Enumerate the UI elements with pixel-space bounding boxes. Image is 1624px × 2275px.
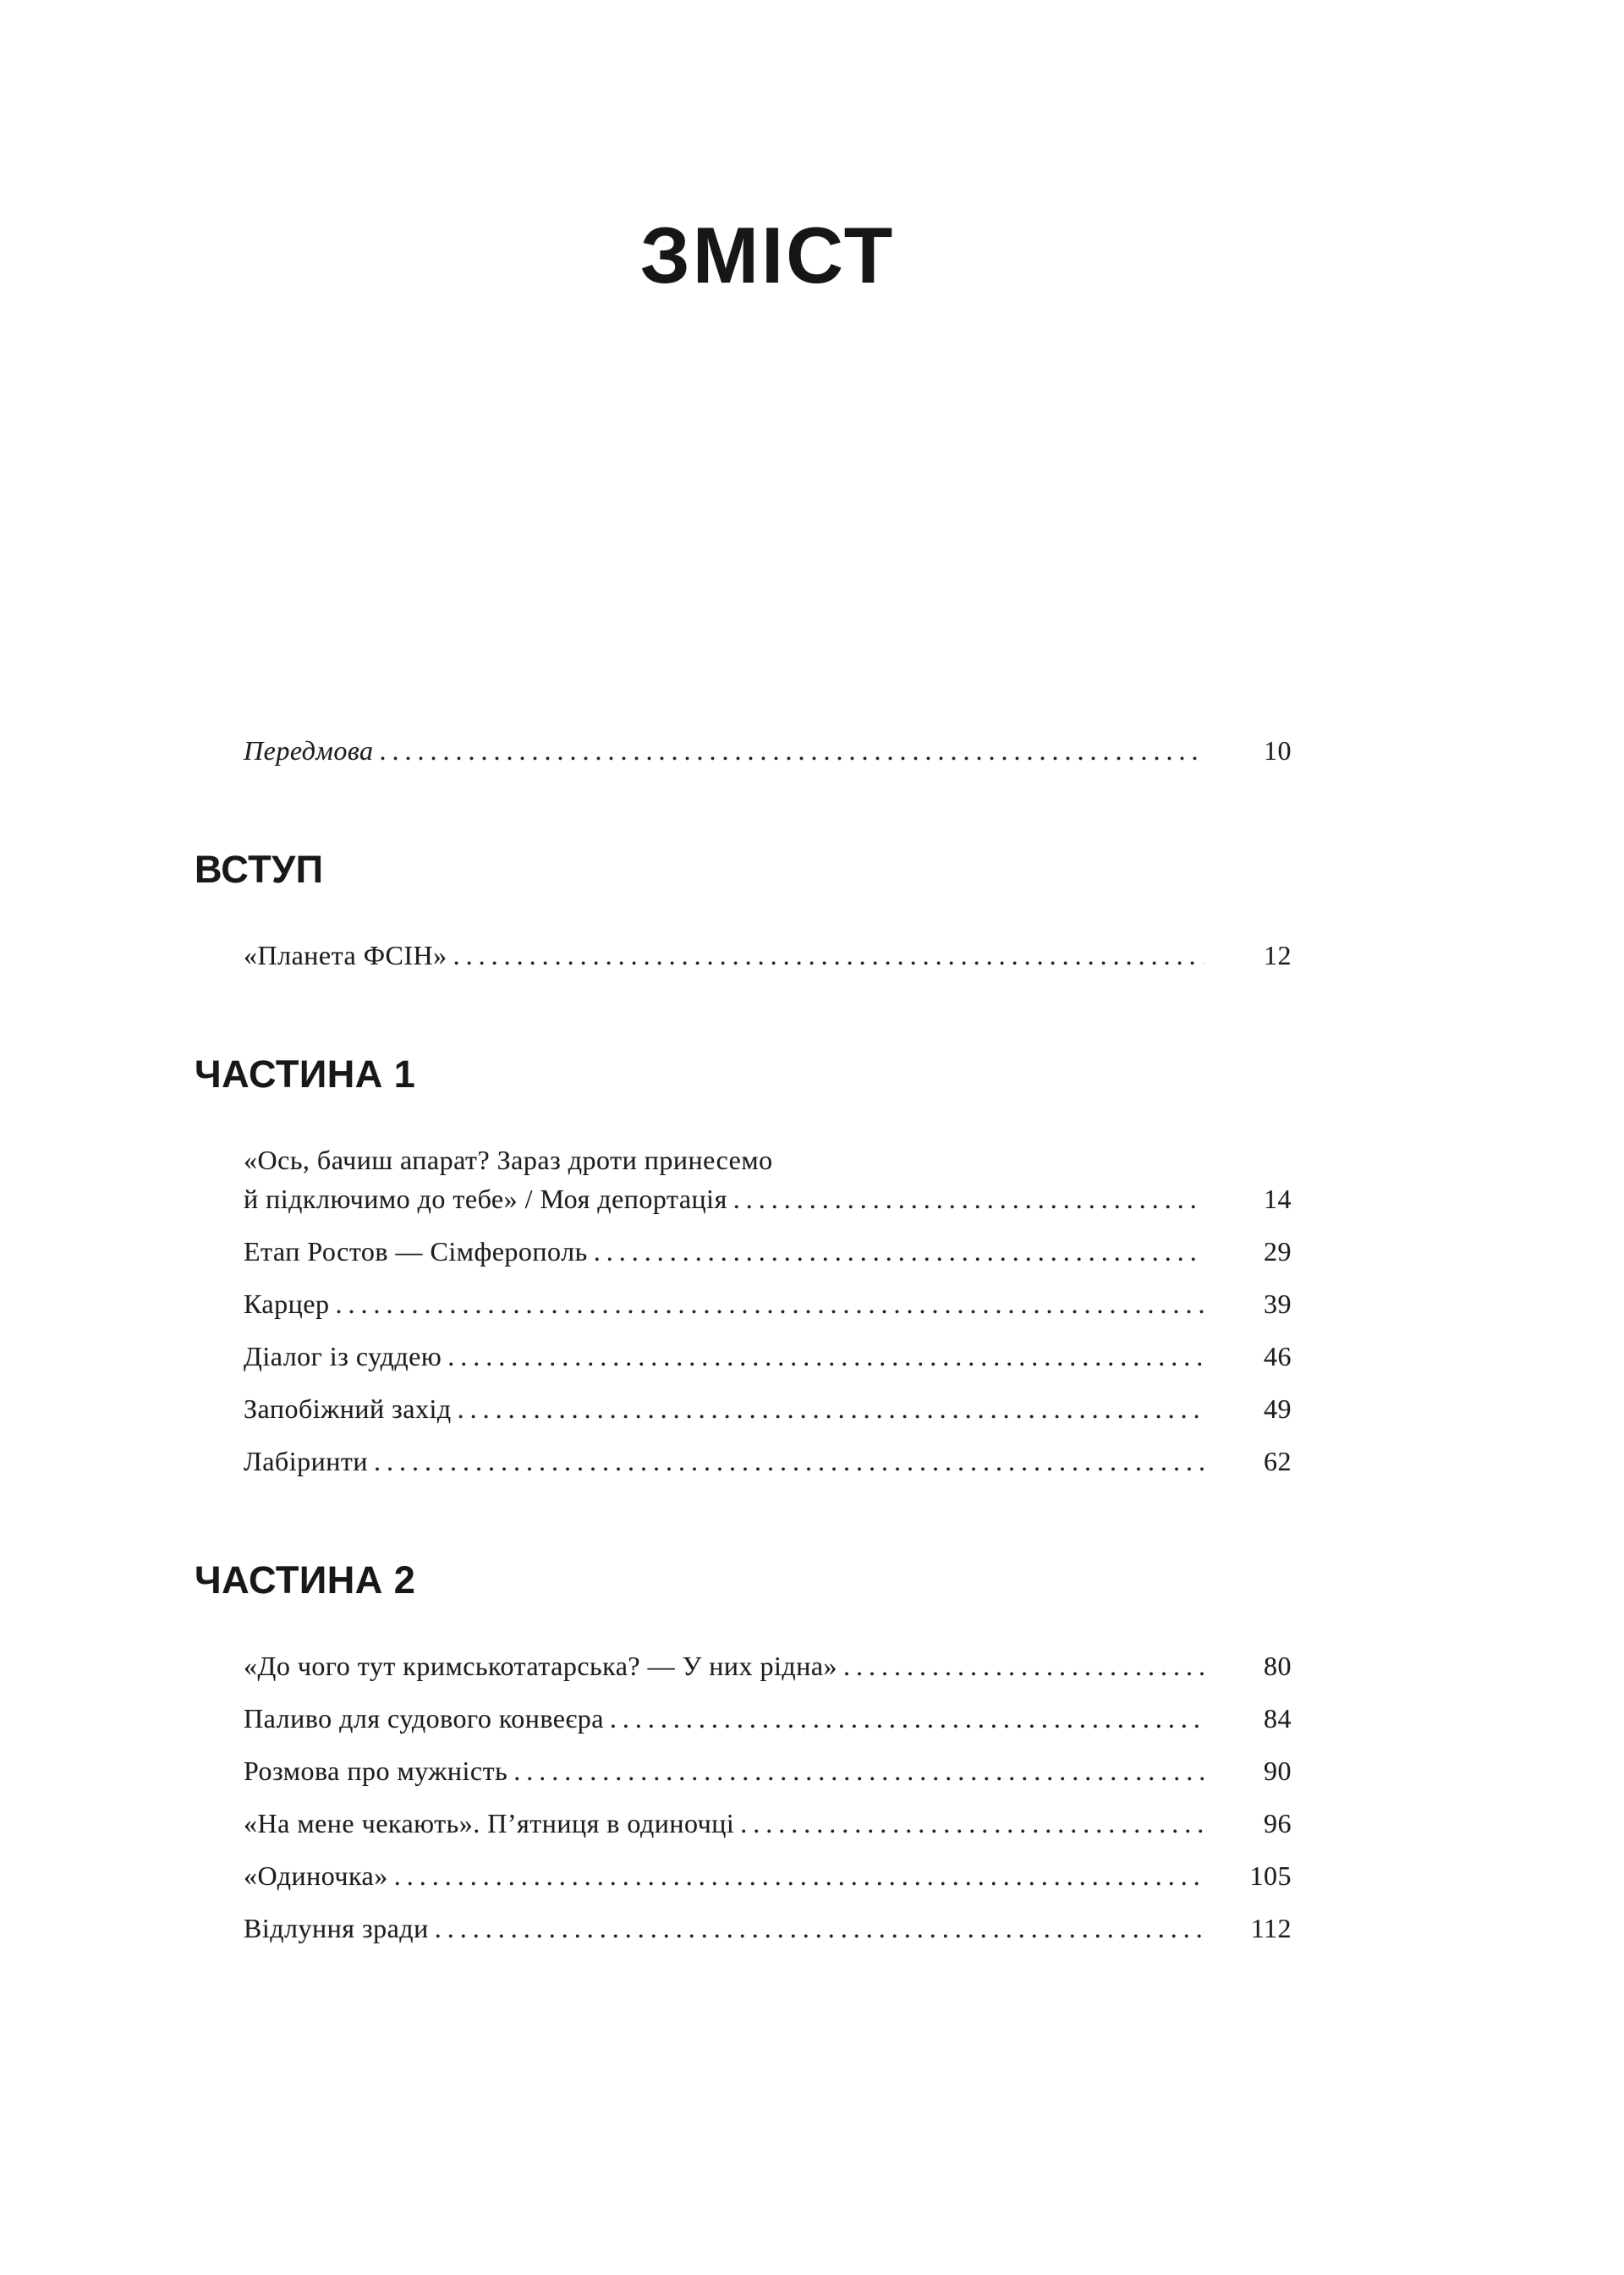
toc-entry-preface: [195, 731, 1292, 770]
page-number: 90: [1264, 1756, 1292, 1786]
toc-entry-label: Етап Ростов — Сімферополь: [244, 1236, 588, 1267]
toc-entry: [195, 1284, 1292, 1323]
page-number: 105: [1249, 1860, 1292, 1891]
page-number: 29: [1264, 1236, 1292, 1267]
dot-leader: [604, 1699, 1204, 1738]
dot-leader: [734, 1804, 1204, 1843]
dot-leader: [447, 936, 1204, 975]
toc-entry: [195, 1909, 1292, 1948]
toc-entry: [195, 936, 1292, 975]
toc-entry-label: Лабіринти: [244, 1446, 368, 1476]
toc-entry-label: «На мене чекають». П’ятниця в одиночці: [244, 1808, 735, 1838]
dot-leader: [727, 1179, 1204, 1218]
toc-entry: [195, 1856, 1292, 1895]
section-heading-vstup: ВСТУП: [195, 848, 324, 891]
page-number: 10: [1264, 735, 1292, 766]
toc-entry-label: й підключимо до тебе» / Моя депортація: [244, 1184, 727, 1214]
toc-entry: [195, 1389, 1292, 1428]
toc-entry: [195, 1337, 1292, 1376]
toc-entry-label: «До чого тут кримськотатарська? — У них рідна»: [244, 1651, 838, 1681]
page-number: 84: [1264, 1703, 1292, 1734]
page-number: 49: [1264, 1393, 1292, 1424]
page-number: 46: [1264, 1341, 1292, 1371]
toc-entry-label-line1: «Ось, бачиш апарат? Зараз дроти принесемо: [244, 1145, 773, 1175]
toc-page: [195, 0, 1292, 1948]
toc-entry-label: «Одиночка»: [244, 1860, 388, 1891]
dot-leader: [508, 1751, 1204, 1790]
toc-entry-label: Карцер: [244, 1289, 330, 1319]
dot-leader: [388, 1856, 1204, 1895]
dot-leader: [429, 1909, 1204, 1948]
toc-entry: [195, 1179, 1292, 1218]
toc-entry-label: Передмова: [244, 735, 374, 766]
toc-entry: [195, 1699, 1292, 1738]
toc-entry: [195, 1751, 1292, 1790]
toc-entry-label: Діалог із суддею: [244, 1341, 442, 1371]
dot-leader: [588, 1232, 1204, 1271]
page-number: 12: [1264, 940, 1292, 970]
page-number: 96: [1264, 1808, 1292, 1838]
toc-entry-label: Відлуння зради: [244, 1913, 429, 1943]
toc-entry-label: Розмова про мужність: [244, 1756, 508, 1786]
section-heading-chastyna-2: ЧАСТИНА 2: [195, 1558, 416, 1602]
dot-leader: [329, 1284, 1204, 1323]
page-number: 39: [1264, 1289, 1292, 1319]
page-title: ЗМІСТ: [639, 211, 896, 299]
toc-entry: [195, 1442, 1292, 1481]
page-number: 14: [1264, 1184, 1292, 1214]
dot-leader: [368, 1442, 1204, 1481]
table-of-contents: [195, 731, 1292, 1948]
page-number: 62: [1264, 1446, 1292, 1476]
section-heading-chastyna-1: ЧАСТИНА 1: [195, 1052, 416, 1096]
toc-entry-label: Паливо для судового конвеєра: [244, 1703, 604, 1734]
dot-leader: [374, 731, 1204, 770]
page-number: 80: [1264, 1651, 1292, 1681]
toc-entry: [195, 1804, 1292, 1843]
toc-entry-label: Запобіжний захід: [244, 1393, 452, 1424]
toc-entry: [195, 1646, 1292, 1685]
toc-entry: [195, 1232, 1292, 1271]
toc-entry-label: «Планета ФСІН»: [244, 940, 447, 970]
dot-leader: [452, 1389, 1204, 1428]
dot-leader: [837, 1646, 1204, 1685]
dot-leader: [442, 1337, 1204, 1376]
page-number: 112: [1250, 1913, 1292, 1943]
